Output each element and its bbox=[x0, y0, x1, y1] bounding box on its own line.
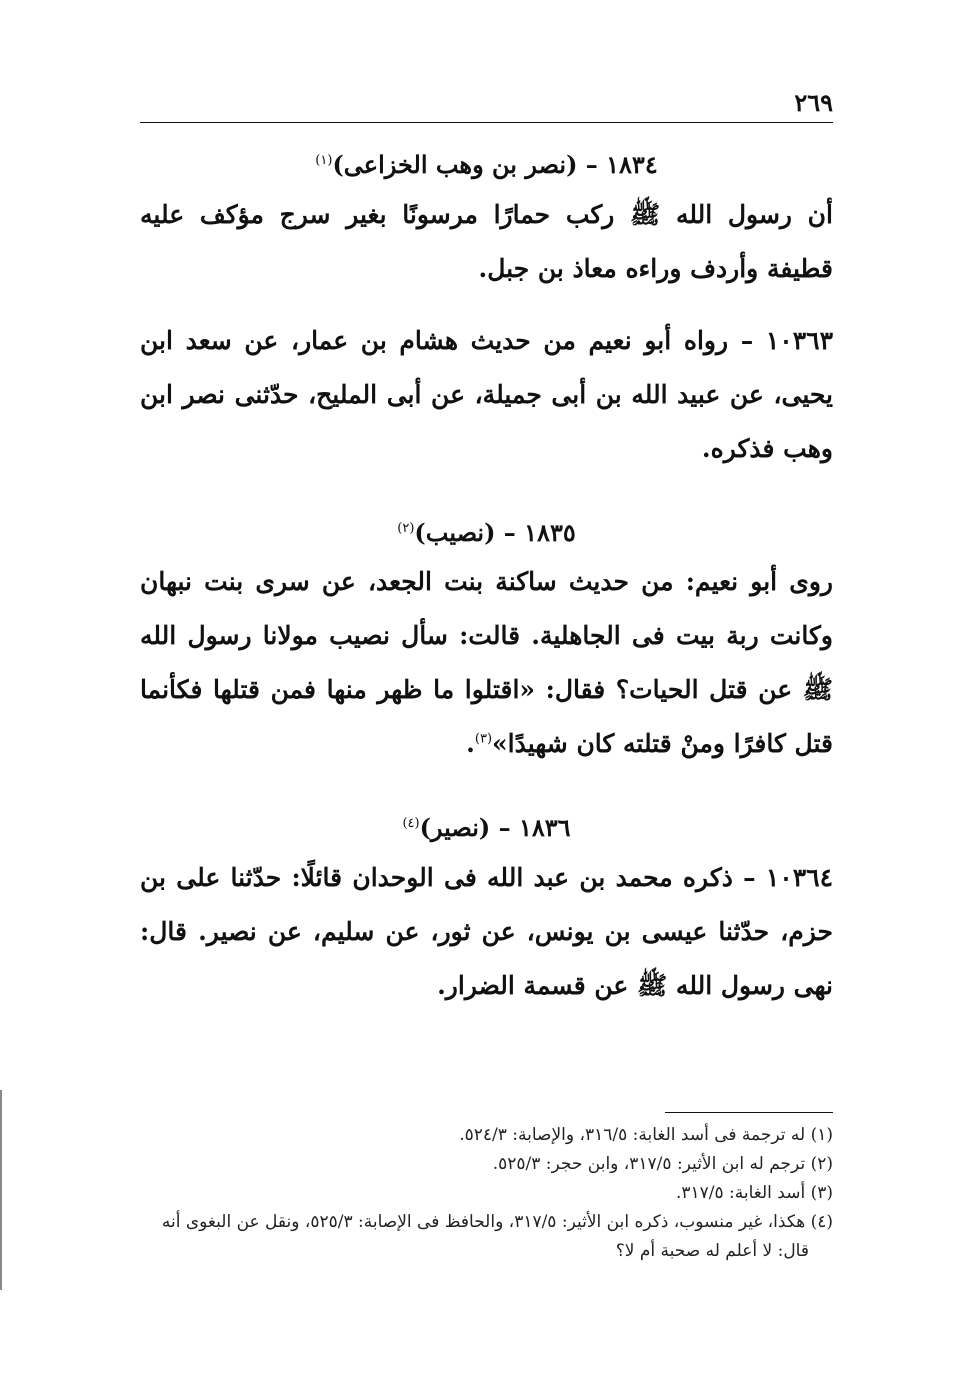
footnote-4: (٤) هكذا، غير منسوب، ذكره ابن الأثير: ٣١٧/٥، والحافظ فى الإصابة: ٥٢٥/٣، ونقل عن البغوى أنه قال: لا أعلم له صحبة أم لا؟ bbox=[161, 1212, 833, 1261]
footnote-ref: (٣) bbox=[474, 731, 493, 747]
paragraph-end: . bbox=[466, 729, 475, 759]
paragraph-hadith-3 bbox=[140, 555, 833, 771]
header-rule bbox=[140, 122, 833, 123]
entry-heading-1834 bbox=[140, 148, 833, 182]
entry-name: (نصيب) bbox=[414, 517, 496, 547]
paragraph-text: – ذكره محمد بن عبد الله فى الوحدان قائلًا: حدّثنا على بن حزم، حدّثنا عيسى بن يونس، عن ثور، عن سليم، عن نصير. قال: نهى رسول الله ﷺ عن قسمة الضرار. bbox=[140, 862, 833, 1000]
page-number: ٢٦٩ bbox=[794, 88, 833, 117]
entry-number: ١٨٣٥ bbox=[524, 517, 576, 547]
footnote-ref: (١) bbox=[315, 153, 333, 168]
entry-number: ١٨٣٤ bbox=[606, 150, 658, 179]
entry-name: (نصير) bbox=[419, 813, 491, 843]
footnote-2: (٢) ترجم له ابن الأثير: ٣١٧/٥، وابن حجر: ٥٢٥/٣. bbox=[492, 1154, 833, 1174]
page-header bbox=[140, 82, 833, 122]
footnote-3: (٣) أسد الغابة: ٣١٧/٥. bbox=[675, 1183, 833, 1203]
entry-number: ١٨٣٦ bbox=[518, 813, 571, 843]
paragraph-text: روى أبو نعيم: من حديث ساكنة بنت الجعد، عن سرى بنت نبهان وكانت ربة بيت فى الجاهلية. قالت: سأل نصيب مولانا رسول الله ﷺ عن قتل الحيات؟ فقال: «اقتلوا ما ظهر منها فمن قتلها فكأنما قتل كافرًا ومنْ قتلته كان شهيدًا» bbox=[140, 567, 833, 759]
footnotes bbox=[140, 1112, 833, 1266]
entry-heading-1835 bbox=[140, 516, 833, 550]
entry-dash: – bbox=[577, 150, 607, 179]
page-content bbox=[140, 148, 833, 1031]
paragraph-10363 bbox=[140, 314, 833, 476]
paragraph-hadith-1 bbox=[140, 188, 833, 296]
paragraph-text: – رواه أبو نعيم من حديث هشام بن عمار، عن سعد ابن يحيى، عن عبيد الله بن أبى جميلة، عن أبى المليح، حدّثنى نصر ابن وهب فذكره. bbox=[140, 325, 833, 463]
footnote-ref: (٢) bbox=[397, 520, 415, 536]
scan-edge-line bbox=[0, 1090, 2, 1290]
paragraph-text: أن رسول الله ﷺ ركب حمارًا مرسونًا بغير سرج مؤكف عليه قطيفة وأردف وراءه معاذ بن جبل. bbox=[140, 199, 833, 283]
entry-dash: – bbox=[490, 813, 519, 843]
footnote-ref: (٤) bbox=[402, 816, 420, 832]
footnote-1: (١) له ترجمة فى أسد الغابة: ٣١٦/٥، والإصابة: ٥٢٤/٣. bbox=[459, 1125, 833, 1145]
entry-dash: – bbox=[495, 517, 525, 547]
entry-heading-1836 bbox=[140, 811, 833, 845]
footnote-rule bbox=[665, 1112, 833, 1113]
hadith-number: ١٠٣٦٤ bbox=[765, 862, 833, 892]
hadith-number: ١٠٣٦٣ bbox=[765, 325, 833, 355]
entry-name: (نصر بن وهب الخزاعى) bbox=[332, 150, 578, 179]
paragraph-10364 bbox=[140, 851, 833, 1013]
